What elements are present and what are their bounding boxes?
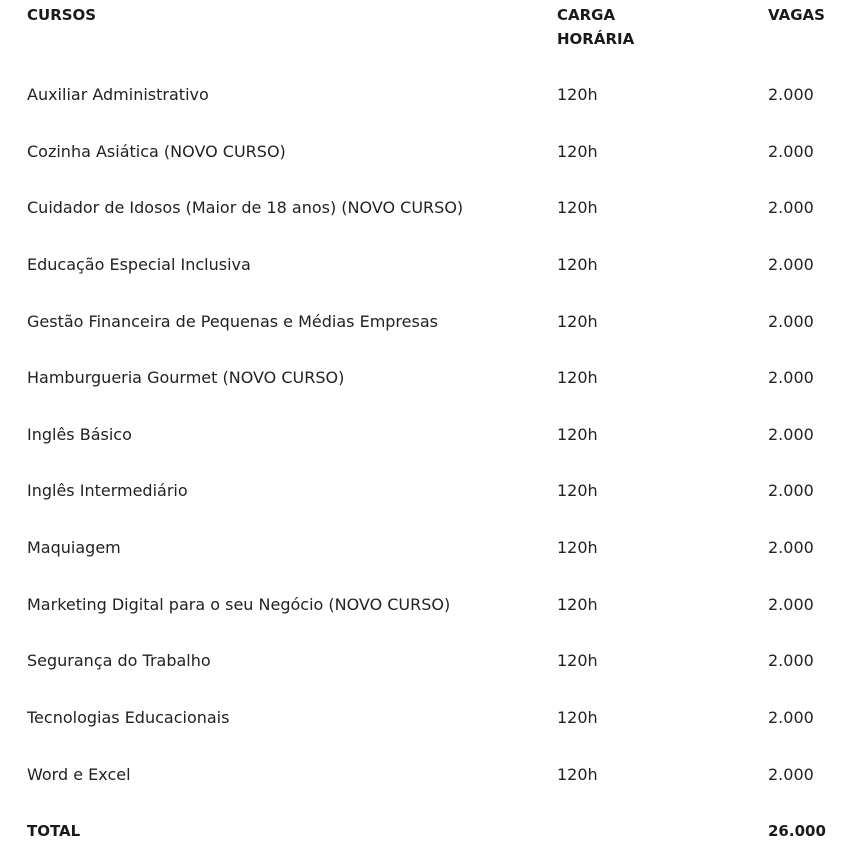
table-row: [0, 423, 850, 447]
table-row: [0, 310, 850, 334]
course-seats: 2.000: [768, 312, 814, 331]
course-hours: 120h: [557, 142, 598, 161]
course-seats: 2.000: [768, 538, 814, 557]
course-name: Cozinha Asiática (NOVO CURSO): [27, 142, 286, 161]
course-name: Maquiagem: [27, 538, 121, 557]
table-row: [0, 706, 850, 730]
course-seats: 2.000: [768, 255, 814, 274]
header-courses: CURSOS: [27, 6, 97, 24]
course-name: Word e Excel: [27, 765, 131, 784]
course-hours: 120h: [557, 368, 598, 387]
course-name: Inglês Intermediário: [27, 481, 188, 500]
course-name: Tecnologias Educacionais: [27, 708, 230, 727]
course-name: Marketing Digital para o seu Negócio (NOVO CURSO): [27, 595, 451, 614]
course-name: Hamburgueria Gourmet (NOVO CURSO): [27, 368, 345, 387]
course-seats: 2.000: [768, 595, 814, 614]
course-hours: 120h: [557, 85, 598, 104]
table-row: [0, 366, 850, 390]
total-label: TOTAL: [27, 822, 81, 840]
course-hours: 120h: [557, 425, 598, 444]
course-seats: 2.000: [768, 651, 814, 670]
table-header: [0, 3, 850, 51]
course-name: Segurança do Trabalho: [27, 651, 211, 670]
course-name: Inglês Básico: [27, 425, 132, 444]
course-hours: 120h: [557, 708, 598, 727]
table-row: [0, 593, 850, 617]
table-row: [0, 140, 850, 164]
table-row: [0, 479, 850, 503]
total-seats: 26.000: [768, 822, 826, 840]
course-hours: 120h: [557, 255, 598, 274]
header-seats: VAGAS: [768, 6, 825, 24]
course-seats: 2.000: [768, 425, 814, 444]
table-row: [0, 763, 850, 787]
course-hours: 120h: [557, 651, 598, 670]
course-hours: 120h: [557, 538, 598, 557]
table-row: [0, 196, 850, 220]
course-seats: 2.000: [768, 481, 814, 500]
table-row: [0, 536, 850, 560]
course-hours: 120h: [557, 481, 598, 500]
header-hours: CARGA HORÁRIA: [557, 6, 635, 48]
table-row: [0, 649, 850, 673]
course-hours: 120h: [557, 595, 598, 614]
course-name: Educação Especial Inclusiva: [27, 255, 251, 274]
course-name: Cuidador de Idosos (Maior de 18 anos) (NOVO CURSO): [27, 198, 464, 217]
course-seats: 2.000: [768, 142, 814, 161]
table-row: [0, 83, 850, 107]
course-hours: 120h: [557, 312, 598, 331]
table-row: [0, 253, 850, 277]
course-seats: 2.000: [768, 368, 814, 387]
course-hours: 120h: [557, 765, 598, 784]
course-seats: 2.000: [768, 85, 814, 104]
course-seats: 2.000: [768, 765, 814, 784]
course-name: Gestão Financeira de Pequenas e Médias Empresas: [27, 312, 438, 331]
total-row: [0, 819, 850, 843]
course-seats: 2.000: [768, 198, 814, 217]
course-hours: 120h: [557, 198, 598, 217]
course-seats: 2.000: [768, 708, 814, 727]
course-name: Auxiliar Administrativo: [27, 85, 209, 104]
